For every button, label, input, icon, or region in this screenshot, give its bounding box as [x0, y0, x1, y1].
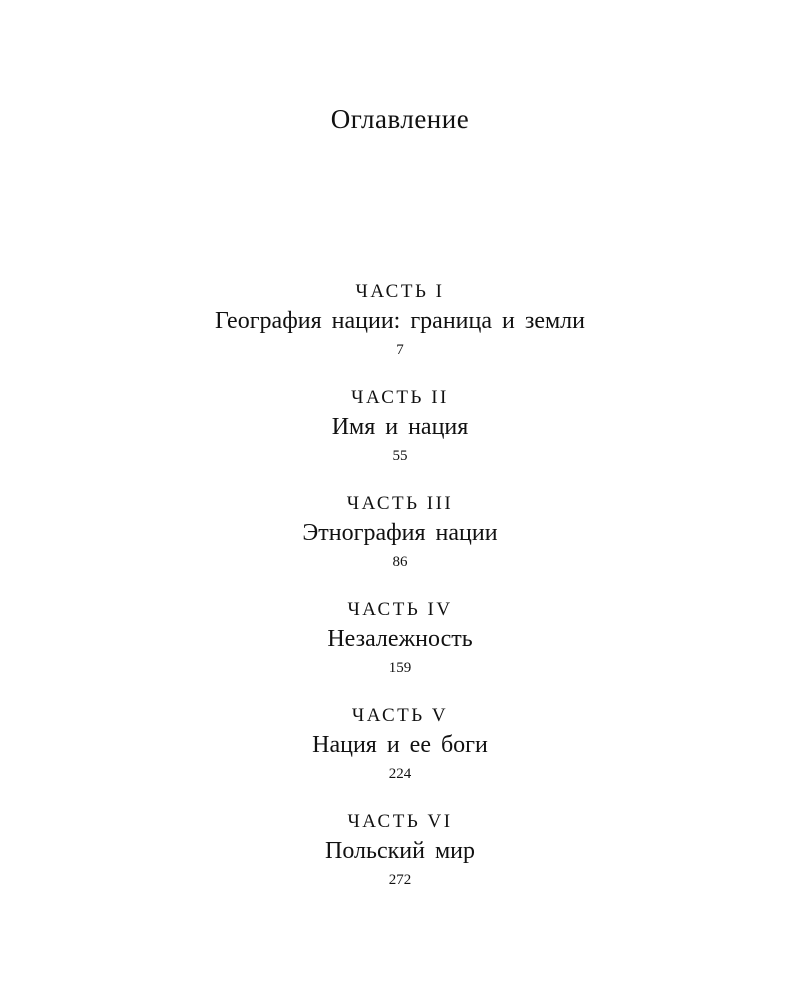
- page-number: 55: [392, 448, 408, 464]
- part-label: ЧАСТЬ I: [355, 281, 445, 302]
- toc-entry-part-2: [0, 386, 800, 492]
- page-number: 86: [392, 554, 408, 570]
- part-label: ЧАСТЬ V: [351, 705, 449, 726]
- part-title: Незалежность: [327, 626, 473, 652]
- part-label: ЧАСТЬ III: [346, 493, 454, 514]
- toc-entry-part-3: [0, 492, 800, 598]
- page-number: 7: [396, 342, 404, 358]
- part-title: Имя и нация: [331, 414, 469, 440]
- toc-entry-part-6: [0, 810, 800, 916]
- part-title: Этнография нации: [302, 520, 498, 546]
- toc-entries: [0, 280, 800, 916]
- part-title: Польский мир: [325, 838, 475, 864]
- toc-entry-part-4: [0, 598, 800, 704]
- part-title: Нация и ее боги: [312, 732, 488, 758]
- toc-entry-part-1: [0, 280, 800, 386]
- part-label: ЧАСТЬ VI: [347, 811, 453, 832]
- page-number: 159: [388, 660, 412, 676]
- toc-entry-part-5: [0, 704, 800, 810]
- part-label: ЧАСТЬ IV: [347, 599, 453, 620]
- toc-title: Оглавление: [330, 104, 470, 134]
- part-title: География нации: граница и земли: [215, 308, 585, 334]
- page-number: 272: [388, 872, 412, 888]
- part-label: ЧАСТЬ II: [351, 387, 449, 408]
- page-number: 224: [388, 766, 412, 782]
